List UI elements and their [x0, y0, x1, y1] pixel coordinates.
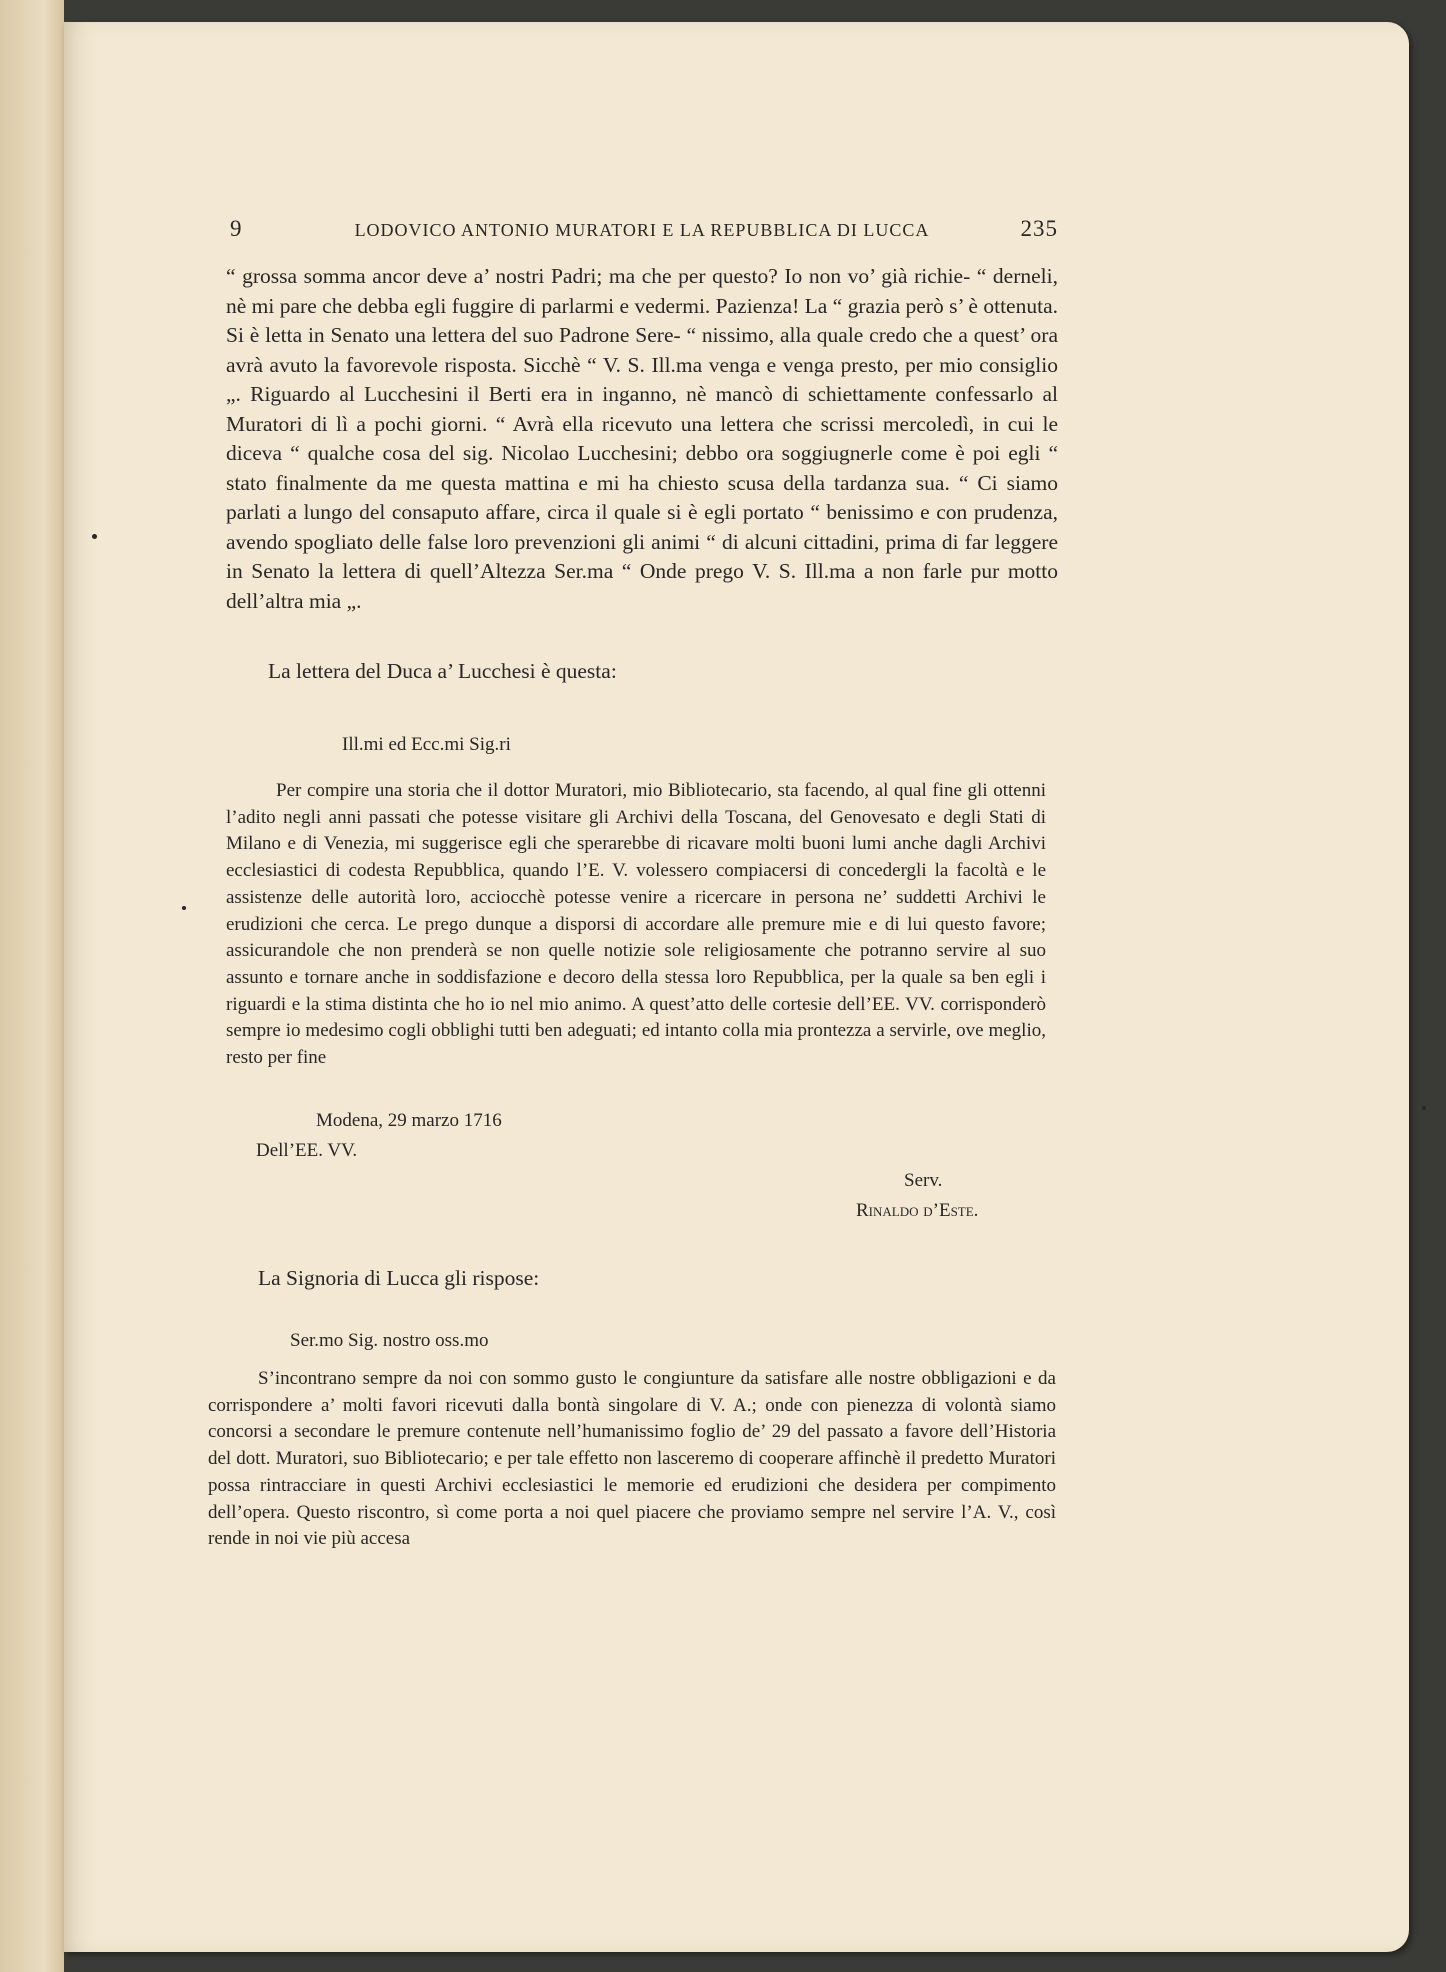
lucca-reply-salutation: Ser.mo Sig. nostro oss.mo: [290, 1330, 489, 1351]
duke-letter-body: [226, 778, 1046, 1072]
lucca-reply-body: [208, 1366, 1056, 1553]
duke-letter-date: Modena, 29 marzo 1716: [316, 1110, 502, 1131]
quoted-letter-paragraph: [226, 262, 1058, 616]
paper-speck: [1422, 1106, 1426, 1110]
lucca-reply-text: S’incontrano sempre da noi con sommo gusto le congiunture da satisfare alle nostre obbligazioni e da corrispondere a’ molti favori ricevuti dalla bontà singolare di V. A.; onde con pienezza di volontà siamo concorsi a secondare le premure contenute nell’humanissimo foglio de’ 29 del passato a favore dell’Historia del dott. Muratori, suo Bibliotecario; e per tale effetto non lasceremo di cooperare affinchè il predetto Muratori possa rintracciare in questi Archivi ecclesiastici le memorie ed erudizioni che desidera per compimento dell’opera. Questo riscontro, sì come porta a noi quel piacere che proviamo sempre nel servire l’A. V., così rende in noi vie più accesa: [208, 1368, 1056, 1550]
duke-letter-salutation: Ill.mi ed Ecc.mi Sig.ri: [342, 734, 511, 755]
duke-letter-intro: La lettera del Duca a’ Lucchesi è questa:: [268, 659, 617, 683]
paper-speck: [182, 906, 186, 910]
quote-text: “ grossa somma ancor deve a’ nostri Padri; ma che per questo? Io non vo’ già richie- “ derneli, nè mi pare che debba egli fuggire di parlarmi e vedermi. Pazienza! La “ grazia però s’ è ottenuta. Si è letta in Senato una lettera del suo Padrone Sere- “ nissimo, alla quale credo che a quest’ ora avrà avuto la favorevole risposta. Sicchè “ V. S. Ill.ma venga e venga presto, per mio consiglio „. Riguardo al Lucchesini il Berti era in inganno, nè mancò di schiettamente confessarlo al Muratori di lì a pochi giorni. “ Avrà ella ricevuto una lettera che scrissi mercoledì, in cui le diceva “ qualche cosa del sig. Nicolao Lucchesini; debbo ora soggiugnerle come è poi egli “ stato finalmente da me questa mattina e mi ha chiesto scusa della tardanza sua. “ Ci siamo parlati a lungo del consaputo affare, circa il quale si è egli portato “ benissimo e con prudenza, avendo spogliato delle false loro prevenzioni gli animi “ di alcuni cittadini, prima di far leggere in Senato la lettera di quell’Altezza Ser.ma “ Onde prego V. S. Ill.ma a non farle pur motto dell’altra mia „.: [226, 264, 1058, 613]
page-number: 235: [1020, 216, 1058, 241]
duke-letter-addressee: Dell’EE. VV.: [256, 1140, 358, 1161]
facing-page-edge: [0, 0, 64, 1972]
duke-signature: Rinaldo d’Este.: [856, 1200, 979, 1221]
running-title: LODOVICO ANTONIO MURATORI E LA REPUBBLICA DI LUCCA: [354, 220, 930, 240]
lucca-reply-intro: La Signoria di Lucca gli rispose:: [258, 1266, 540, 1290]
paper-speck: [92, 534, 97, 539]
duke-letter-closing: Serv.: [904, 1170, 943, 1191]
signature-mark: 9: [230, 216, 243, 241]
running-head: [226, 216, 1058, 250]
duke-letter-text: Per compire una storia che il dottor Muratori, mio Bibliotecario, sta facendo, al qual fine gli ottenni l’adito negli anni passati che potesse visitare gli Archivi della Toscana, del Genovesato e degli Stati di Milano e di Venezia, mi suggerisce egli che sperarebbe di ricavare molti buoni lumi anche dagli Archivi ecclesiastici di codesta Repubblica, quando l’E. V. volessero compiacersi di concedergli la facoltà e le assistenze delle autorità loro, acciocchè potesse venire a ricercare in persona ne’ suddetti Archivi le erudizioni che cerca. Le prego dunque a disporsi di accordare alle premure mie e di lui questo favore; assicurandole che non prenderà se non quelle notizie sole religiosamente che potranno servire al suo assunto e tornare anche in soddisfazione e decoro della stessa loro Repubblica, per la quale sa ben egli i riguardi e la stima distinta che ho io nel mio animo. A quest’atto delle cortesie dell’EE. VV. corrisponderò sempre io medesimo cogli obblighi tutti ben adeguati; ed intanto colla mia prontezza a servirle, ove meglio, resto per fine: [226, 780, 1046, 1069]
